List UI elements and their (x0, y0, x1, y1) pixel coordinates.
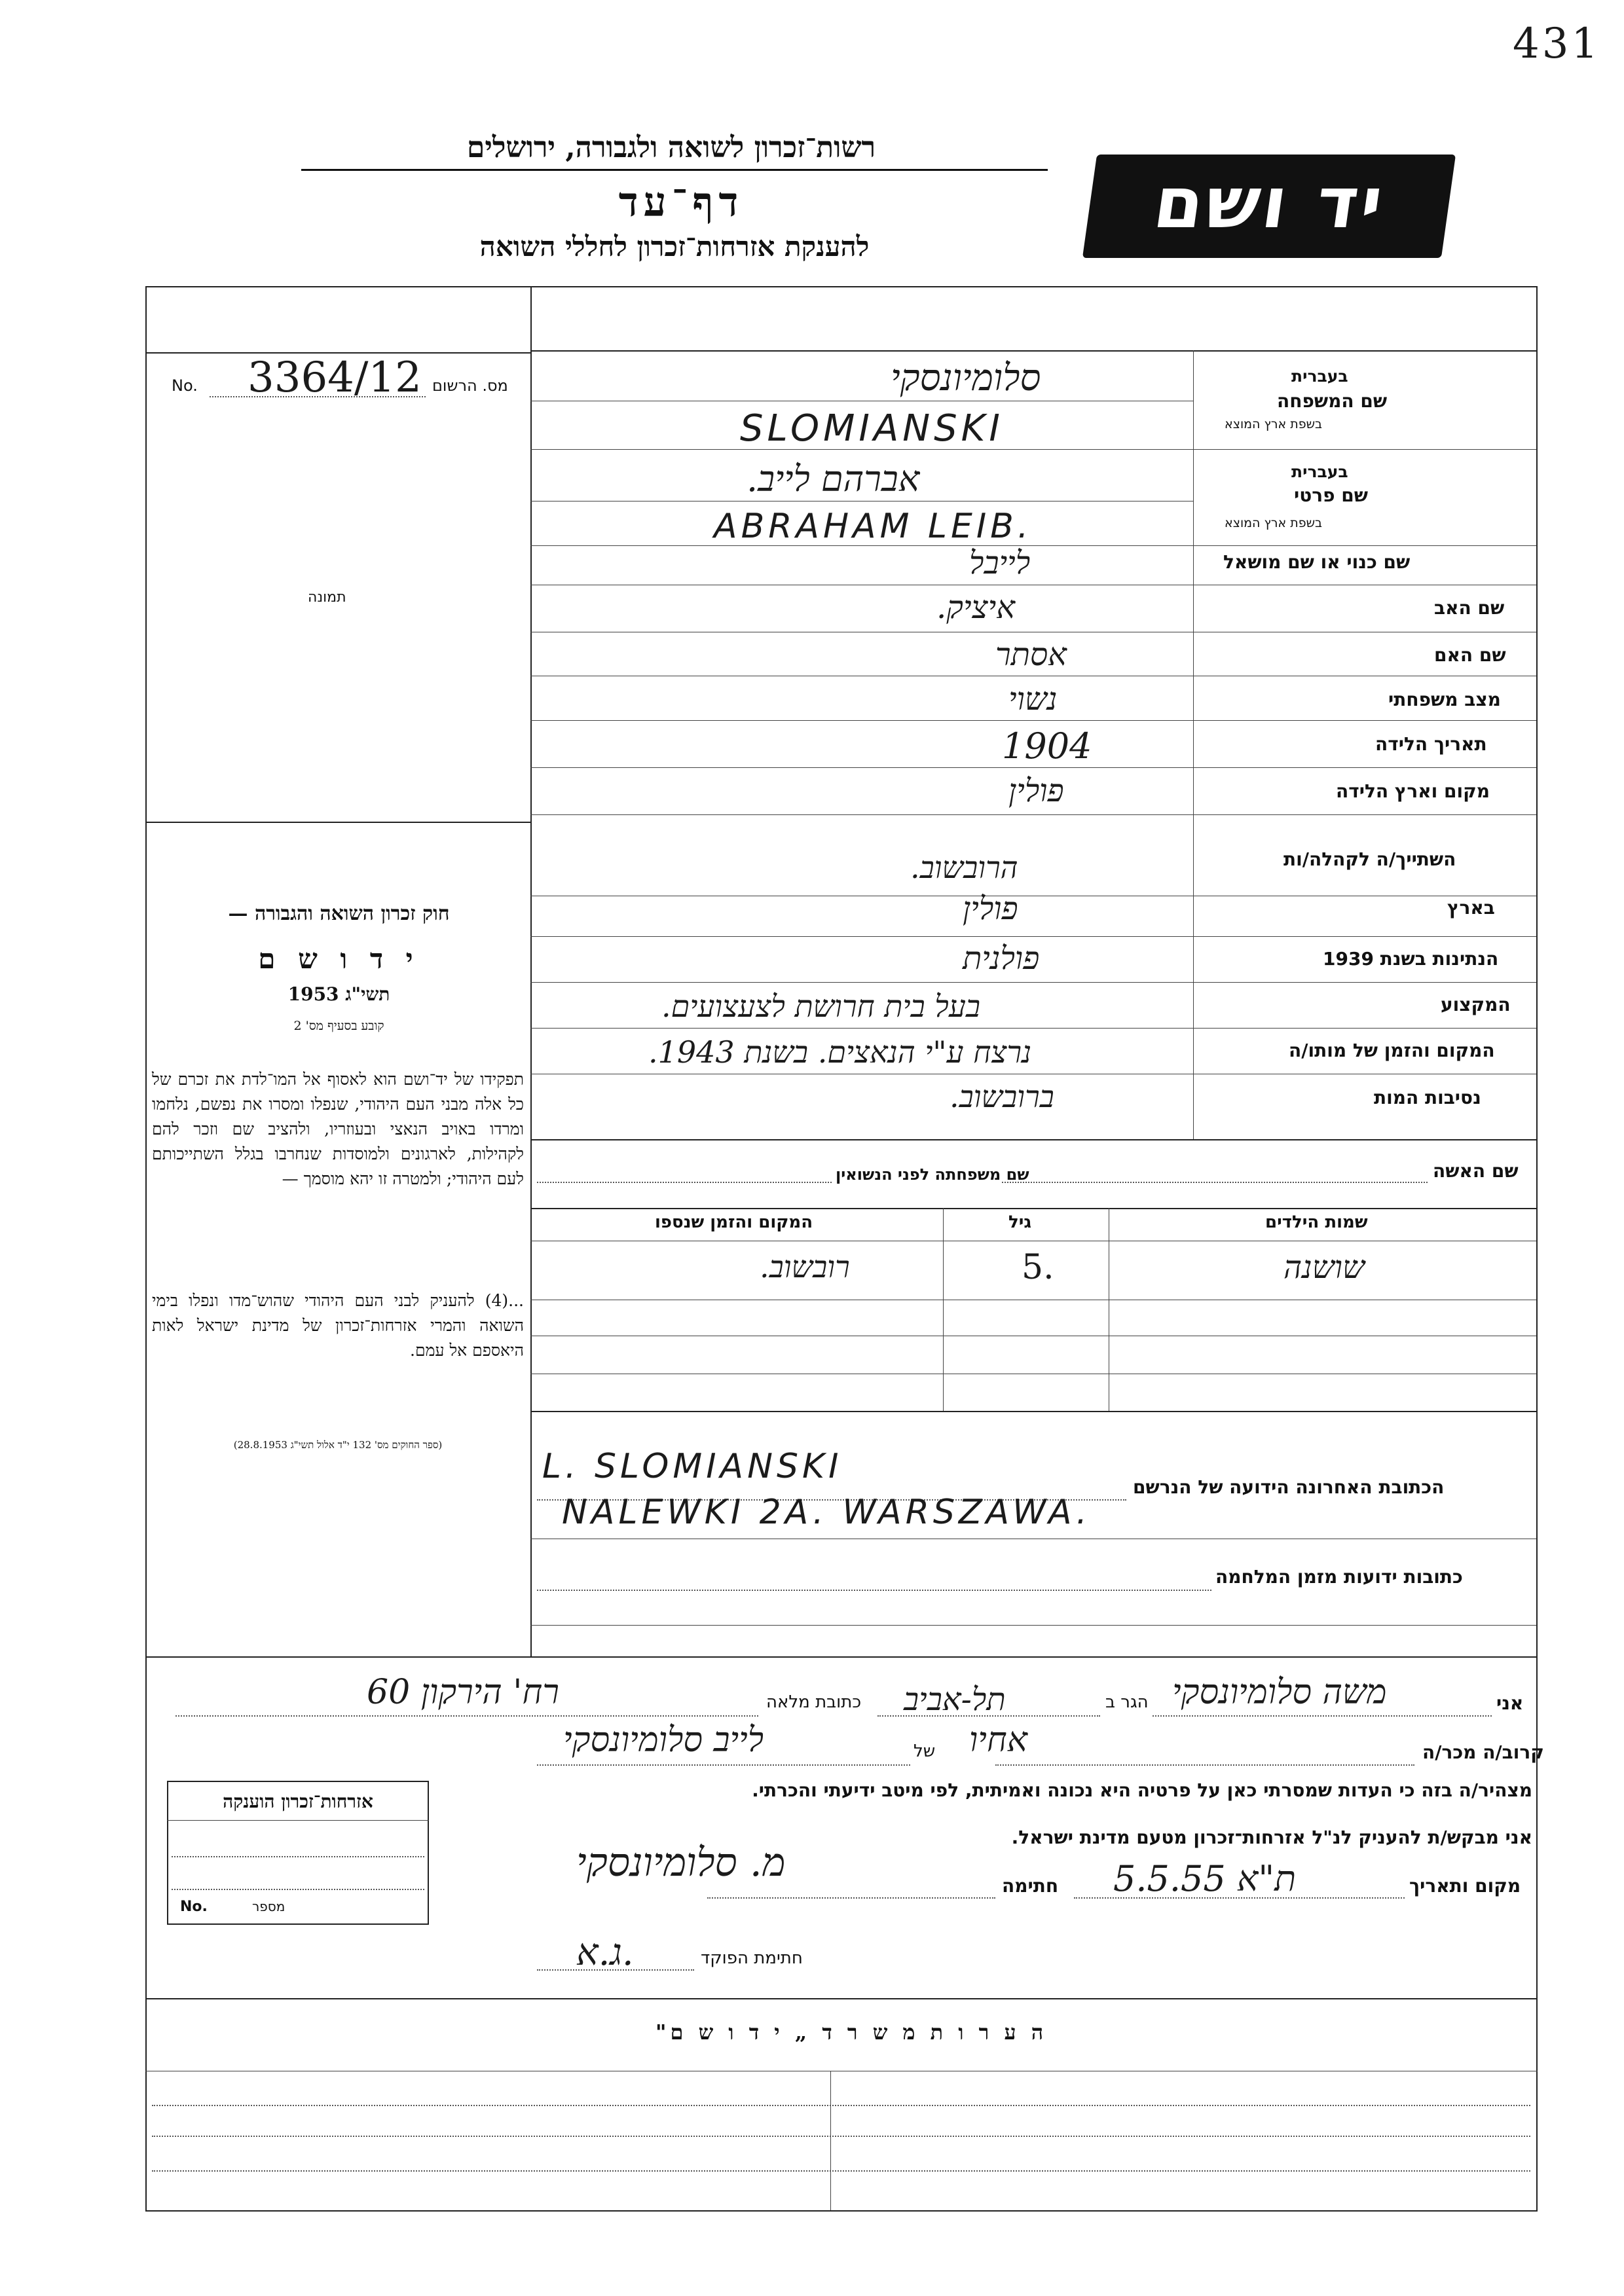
mother-name-value: אסתר (995, 636, 1067, 673)
first-name-hebrew-value: אברהם לייב. (747, 458, 920, 500)
officer-signature-label: חתימת הפוקד (701, 1948, 803, 1968)
wife-maiden-dots (537, 1182, 832, 1183)
family-name-label: שם המשפחה (1277, 390, 1388, 412)
father-name-value: איציק. (936, 589, 1016, 626)
child-place-time: רובשוב. (760, 1249, 850, 1285)
occupation-value: בעל בית חרושת לצעצועים. (661, 989, 981, 1024)
row-line (530, 1028, 1536, 1029)
photo-label: תמונה (308, 589, 346, 606)
of-label: של (913, 1741, 936, 1761)
children-header-place: המקום והזמן שנספו (655, 1212, 813, 1232)
children-header-names: שמות הילדים (1265, 1212, 1368, 1232)
law-org: י ד ו ש ם (258, 943, 420, 975)
address-line-2: NALEWKI 2A. WARSZAWA. (562, 1493, 1092, 1532)
of-dots (537, 1764, 910, 1766)
death-place-time-label: המקום והזמן של מותו/ה (1289, 1040, 1495, 1061)
child-name: שושנה (1283, 1249, 1365, 1286)
of-value: לייב סלומיונסקי (563, 1721, 764, 1760)
birth-place-value: פולין (1008, 773, 1064, 809)
birth-place-label: מקום וארץ הלידה (1336, 780, 1490, 802)
family-name-bottom (530, 449, 1536, 450)
mother-name-label: שם האם (1434, 644, 1506, 666)
children-header-age: גיל (1008, 1212, 1032, 1232)
wife-bottom-line (530, 1208, 1536, 1209)
place-date-label: מקום ותאריך (1409, 1875, 1521, 1897)
law-year: תשי"ג 1953 (287, 983, 390, 1005)
photo-bottom-line (145, 822, 530, 823)
top-inner-line (530, 350, 1536, 352)
remarks-dots-3 (152, 2170, 1530, 2172)
remarks-title: ה ע ר ו ת מ ש ר ד „ י ד ו ש ם" (655, 2020, 1048, 2045)
address-line-1: L. SLOMIANSKI (542, 1447, 843, 1486)
frame-bottom (145, 2210, 1538, 2212)
row-line (530, 814, 1536, 815)
relation-dots (995, 1764, 1414, 1766)
declarer-street: רח' הירקון 60 (367, 1673, 559, 1712)
row-line (530, 767, 1536, 768)
signature-label: חתימה (1002, 1875, 1059, 1897)
row-line (530, 982, 1536, 983)
law-clause: קובע בסעיף מס' 2 (293, 1019, 384, 1033)
citizenship-box-dots-2 (172, 1889, 424, 1890)
first-name-origin-value: ABRAHAM LEIB. (714, 507, 1033, 546)
family-name-sub-hebrew: בעברית (1291, 367, 1348, 386)
declarer-city: תל-אביב (904, 1681, 1006, 1718)
remarks-dots-2 (152, 2136, 1530, 2137)
citizenship-box-dots-1 (172, 1856, 424, 1857)
citizenship-box-number: מספר (252, 1899, 286, 1914)
row-line (530, 720, 1536, 721)
authority-line: רשות־זכרון לשואה ולגבורה, ירושלים (466, 131, 876, 164)
frame-top (145, 286, 1538, 287)
marital-status-value: נשוי (1008, 681, 1058, 718)
remarks-dots-1 (152, 2105, 1530, 2106)
left-column-divider (530, 286, 532, 1656)
birth-date-value: 1904 (1002, 725, 1092, 767)
form-subtitle: להענקת אזרחות־זכרון לחללי השואה (479, 230, 870, 263)
birth-date-label: תאריך הלידה (1375, 733, 1487, 755)
street-dots (175, 1715, 758, 1717)
signature-dots (707, 1897, 995, 1899)
country-value: פולין (963, 890, 1018, 927)
declarer-name: משה סלומיונסקי (1172, 1673, 1387, 1712)
officer-signature-value: ג.א. (576, 1931, 634, 1974)
first-name-sub-hebrew: בעברית (1291, 462, 1348, 481)
resides-label: הגר ב (1105, 1692, 1149, 1712)
logo-text: יד ושם (1149, 162, 1390, 244)
yad-vashem-logo (1082, 155, 1456, 258)
war-addresses-label: כתובות ידועות מזמן המלחמה (1215, 1566, 1463, 1588)
law-heading: חוק זכרון השואה והגבורה — (228, 902, 450, 925)
declaration-request: אני מבקש/ת להעניק לנ"ל אזרחות־זכרון מטעם מדינת ישראל. (1011, 1827, 1532, 1848)
label-column-divider (1193, 350, 1194, 1139)
wife-dots (1002, 1182, 1428, 1183)
relative-label: קרוב/ה מכר/ה (1422, 1741, 1544, 1763)
registration-number: 3364/12 (248, 354, 422, 402)
community-value: הרובשוב. (910, 850, 1018, 885)
frame-left (145, 286, 147, 2211)
row-line (530, 936, 1536, 937)
community-label: השתייך/ה לקהלה/ות (1283, 848, 1456, 870)
child-age: 5. (1022, 1248, 1054, 1287)
nationality-value: פולנית (963, 940, 1040, 977)
signature-value: מ. סלומיונסקי (576, 1840, 786, 1886)
death-circumstances-label: נסיבות המות (1374, 1087, 1481, 1108)
country-label: בארץ (1447, 897, 1495, 919)
declarer-name-dots (1153, 1715, 1492, 1717)
registration-no-label: No. (172, 376, 198, 395)
law-text-2: ...(4) להעניק לבני העם היהודי שהוש־מדו ונפלו בימי השואה והמרי אזרחות־זכרון של מדינת ישראל לאות היאספם אל עמם. (152, 1291, 524, 1360)
nationality-label: הנתינות בשנת 1939 (1323, 948, 1499, 970)
children-col-1 (943, 1208, 944, 1411)
war-addresses-dots (537, 1590, 1211, 1591)
law-source: (ספר החוקים מס' 132 י"ד אלול תשי"ג 28.8.1953) (233, 1439, 443, 1451)
relation-value: אחיו (969, 1721, 1027, 1760)
father-name-label: שם האב (1434, 597, 1505, 619)
registration-label: מס. הרשום (432, 376, 508, 395)
citizenship-box-title: אזרחות־זכרון הוענקה (223, 1791, 373, 1812)
family-name-hebrew-value: סלומיונסקי (891, 357, 1041, 399)
place-date-value: ת"א 5.5.55 (1113, 1858, 1297, 1899)
declaration-bottom (145, 1998, 1538, 1999)
citizenship-box-divider (167, 1820, 429, 1821)
family-name-origin-value: SLOMIANSKI (740, 407, 1004, 450)
first-name-label: שם פרטי (1294, 484, 1369, 506)
address-label: הכתובת האחרונה הידועה של הנרשם (1133, 1476, 1445, 1498)
wife-label: שם האשה (1433, 1160, 1519, 1182)
nickname-value: לייבל (969, 545, 1031, 581)
wife-maiden-label: שם משפחתה לפני הנשואין (836, 1165, 1029, 1184)
first-name-bottom (530, 545, 1536, 546)
occupation-label: המקצוע (1441, 994, 1511, 1015)
first-name-sub-origin: בשפת ארץ המוצא (1225, 516, 1323, 530)
marital-status-label: מצב משפחתי (1388, 689, 1501, 710)
fields-bottom-line (530, 1139, 1536, 1140)
war-addresses-line (530, 1625, 1536, 1626)
law-text-1: תפקידו של יד־ושם הוא לאסוף אל המו־לדת את זכרם של כל אלה מבני העם היהודי, שנפלו ומסרו את נפשם, נלחמו ומרדו באויב הנאצי ובעוזריו, ולהציב שם וזכר להם לקהילות, לארגונים ולמוסדות שנחרבו בגלל השתייכותם לעם היהודי; ולמטרה זו יהא מוסמך — (152, 1070, 524, 1188)
nickname-label: שם כנוי או שם מושאל (1223, 551, 1411, 573)
declaration-statement: מצהיר/ה בזה כי העדות שמסרתי כאן על פרטיה היא נכונה ואמיתית, לפי מיטב ידיעתי והכרתי. (752, 1779, 1532, 1801)
children-bottom-line (530, 1411, 1536, 1412)
citizenship-box-no: No. (180, 1899, 208, 1915)
family-name-sub-origin: בשפת ארץ המוצא (1225, 417, 1323, 431)
remarks-divider (830, 2071, 831, 2210)
upper-section-bottom (145, 1656, 1538, 1658)
frame-right (1536, 286, 1538, 2211)
page-number: 431 (1513, 20, 1601, 68)
authority-underline (301, 169, 1048, 171)
declaration-ani: אני (1496, 1692, 1524, 1714)
form-title: דף־עד (618, 178, 744, 226)
death-place-time-value: נרצח ע"י הנאצים. בשנת 1943. (648, 1034, 1032, 1070)
full-address-label: כתובת מלאה (766, 1692, 862, 1712)
death-circumstances-value: ברובשוב. (950, 1079, 1054, 1114)
